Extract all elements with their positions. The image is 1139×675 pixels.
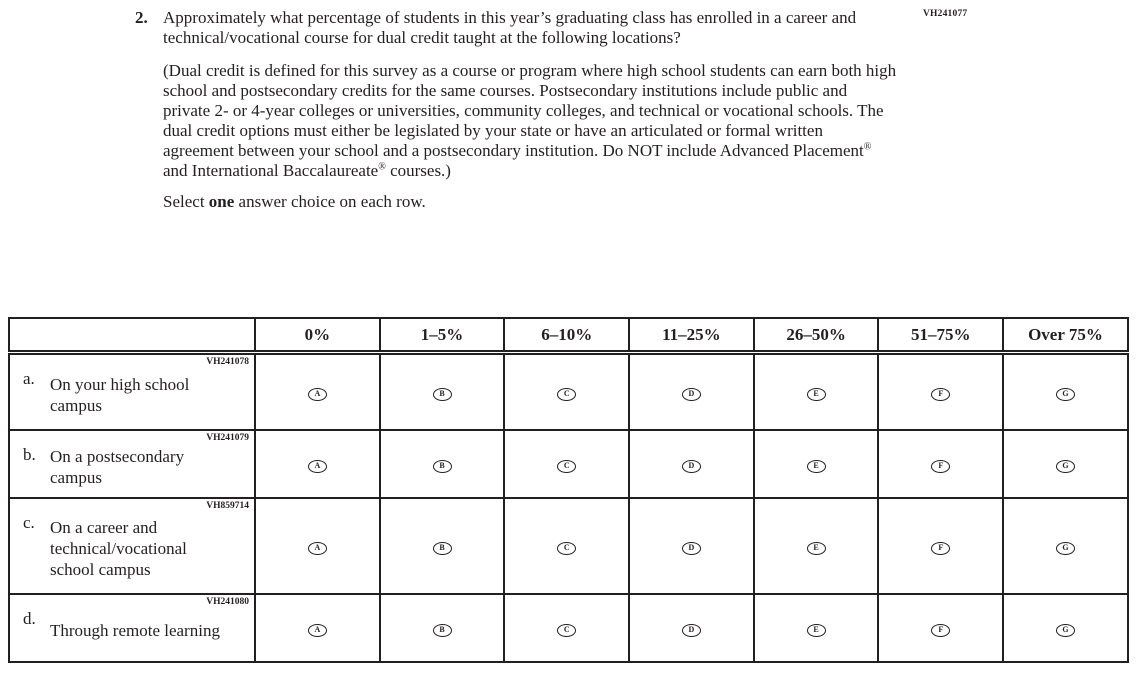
bubble-letter: B — [439, 625, 445, 634]
answer-cell[interactable] — [504, 430, 629, 498]
answer-cell[interactable] — [255, 594, 380, 662]
answer-cell[interactable] — [1003, 353, 1128, 431]
registered-trademark-symbol: ® — [378, 161, 386, 173]
answer-bubble-a-A[interactable] — [308, 388, 327, 401]
answer-bubble-d-F[interactable] — [931, 624, 950, 637]
select-instruction — [163, 192, 897, 212]
bubble-letter: F — [938, 389, 944, 398]
answer-cell[interactable] — [504, 594, 629, 662]
answer-bubble-c-F[interactable] — [931, 542, 950, 555]
answer-cell[interactable] — [629, 430, 754, 498]
bubble-letter: E — [813, 389, 819, 398]
bubble-letter: C — [563, 461, 570, 470]
bubble-letter: A — [314, 543, 321, 552]
answer-bubble-a-G[interactable] — [1056, 388, 1075, 401]
bubble-letter: C — [563, 389, 570, 398]
bubble-letter: C — [563, 543, 570, 552]
question-number: 2. — [135, 8, 148, 27]
answer-cell[interactable] — [380, 594, 505, 662]
answer-bubble-d-C[interactable] — [557, 624, 576, 637]
bubble-letter: F — [938, 461, 944, 470]
header-row — [9, 318, 1128, 353]
row-form-code: VH859714 — [206, 501, 249, 511]
row-label-cell — [9, 594, 255, 662]
column-header-0pct: 0% — [255, 318, 380, 353]
column-header-over-75pct: Over 75% — [1003, 318, 1128, 353]
answer-bubble-c-C[interactable] — [557, 542, 576, 555]
answer-cell[interactable] — [255, 430, 380, 498]
bubble-letter: D — [688, 389, 695, 398]
row-letter: d. — [23, 609, 36, 628]
column-header-26-50pct: 26–50% — [754, 318, 879, 353]
row-letter: a. — [23, 369, 35, 388]
answer-bubble-d-G[interactable] — [1056, 624, 1075, 637]
answer-cell[interactable] — [878, 430, 1003, 498]
table-row-high-school-campus — [9, 353, 1128, 431]
answer-cell[interactable] — [754, 594, 879, 662]
answer-bubble-c-G[interactable] — [1056, 542, 1075, 555]
bubble-letter: A — [314, 389, 321, 398]
row-label-cell — [9, 430, 255, 498]
dual-credit-definition — [163, 61, 897, 181]
answer-bubble-b-E[interactable] — [807, 460, 826, 473]
answer-bubble-b-A[interactable] — [308, 460, 327, 473]
select-instruction-text: Select — [163, 192, 209, 211]
question-text: Approximately what percentage of students in this year’s graduating class has enrolled in a career and technical/vocational course for dual credit taught at the following locations? — [163, 8, 857, 47]
table-row-postsecondary-campus — [9, 430, 1128, 498]
bubble-letter: D — [688, 625, 695, 634]
bubble-letter: E — [813, 625, 819, 634]
bubble-letter: G — [1062, 461, 1069, 470]
table-row-career-technical-school-campus — [9, 498, 1128, 594]
bubble-letter: B — [439, 461, 445, 470]
answer-bubble-b-G[interactable] — [1056, 460, 1075, 473]
definition-text: and International Baccalaureate — [163, 161, 379, 180]
answer-bubble-c-B[interactable] — [433, 542, 452, 555]
answer-bubble-c-D[interactable] — [682, 542, 701, 555]
answer-cell[interactable] — [754, 353, 879, 431]
question-block — [135, 8, 897, 212]
answer-bubble-d-D[interactable] — [682, 624, 701, 637]
answer-cell[interactable] — [629, 498, 754, 594]
row-label-cell — [9, 353, 255, 431]
answer-bubble-c-A[interactable] — [308, 542, 327, 555]
answer-bubble-a-C[interactable] — [557, 388, 576, 401]
answer-bubble-d-B[interactable] — [433, 624, 452, 637]
answer-cell[interactable] — [878, 353, 1003, 431]
bubble-letter: B — [439, 389, 445, 398]
answer-bubble-d-E[interactable] — [807, 624, 826, 637]
answer-cell[interactable] — [504, 353, 629, 431]
answer-bubble-a-E[interactable] — [807, 388, 826, 401]
row-label-text: Through remote learning — [50, 621, 220, 640]
column-header-11-25pct: 11–25% — [629, 318, 754, 353]
bubble-letter: G — [1062, 389, 1069, 398]
answer-cell[interactable] — [504, 498, 629, 594]
bubble-letter: E — [813, 461, 819, 470]
answer-cell[interactable] — [878, 594, 1003, 662]
answer-bubble-b-C[interactable] — [557, 460, 576, 473]
definition-text: (Dual credit is defined for this survey as a course or program where high school students can earn both high school and postsecondary credits for the same courses. Postsecondary institutions include public and private 2- or 4-year colleges or universities, community colleges, and technical or vocational schools. The dual credit options must either be legislated by your state or have an articulated or formal written agreement between your school and a postsecondary institution. Do NOT include Advanced Placement — [163, 61, 897, 160]
answer-bubble-d-A[interactable] — [308, 624, 327, 637]
definition-text: courses.) — [385, 161, 451, 180]
bubble-letter: B — [439, 543, 445, 552]
select-instruction-text: answer choice on each row. — [234, 192, 426, 211]
registered-trademark-symbol: ® — [863, 141, 872, 153]
answer-cell[interactable] — [629, 594, 754, 662]
corner-cell — [9, 318, 255, 353]
bubble-letter: E — [813, 543, 819, 552]
column-header-51-75pct: 51–75% — [878, 318, 1003, 353]
answer-cell[interactable] — [754, 430, 879, 498]
answer-bubble-c-E[interactable] — [807, 542, 826, 555]
answer-bubble-a-F[interactable] — [931, 388, 950, 401]
answer-bubble-b-D[interactable] — [682, 460, 701, 473]
row-letter: b. — [23, 445, 36, 464]
answer-cell[interactable] — [380, 430, 505, 498]
answer-bubble-a-B[interactable] — [433, 388, 452, 401]
row-form-code: VH241080 — [206, 597, 249, 607]
bubble-letter: F — [938, 543, 944, 552]
row-label-text: On your high school campus — [50, 374, 190, 415]
answer-cell[interactable] — [1003, 430, 1128, 498]
answer-cell[interactable] — [1003, 498, 1128, 594]
column-header-1-5pct: 1–5% — [380, 318, 505, 353]
answer-cell[interactable] — [754, 498, 879, 594]
answer-cell[interactable] — [255, 498, 380, 594]
answer-cell[interactable] — [380, 353, 505, 431]
answer-bubble-b-B[interactable] — [433, 460, 452, 473]
bubble-letter: A — [314, 461, 321, 470]
row-letter: c. — [23, 513, 35, 532]
row-label-cell — [9, 498, 255, 594]
bubble-letter: G — [1062, 543, 1069, 552]
response-grid — [8, 317, 1129, 663]
row-label-text: On a career and technical/vocational school campus — [50, 518, 187, 579]
bubble-letter: C — [563, 625, 570, 634]
bubble-letter: F — [938, 625, 944, 634]
question-form-code: VH241077 — [923, 9, 968, 19]
column-header-6-10pct: 6–10% — [504, 318, 629, 353]
answer-cell[interactable] — [255, 353, 380, 431]
row-form-code: VH241078 — [206, 357, 249, 367]
table-row-remote-learning — [9, 594, 1128, 662]
bubble-letter: D — [688, 461, 695, 470]
row-form-code: VH241079 — [206, 433, 249, 443]
answer-cell[interactable] — [1003, 594, 1128, 662]
bubble-letter: A — [314, 625, 321, 634]
answer-cell[interactable] — [878, 498, 1003, 594]
answer-cell[interactable] — [380, 498, 505, 594]
answer-bubble-a-D[interactable] — [682, 388, 701, 401]
row-label-text: On a postsecondary campus — [50, 446, 185, 487]
select-instruction-bold: one — [208, 192, 235, 211]
bubble-letter: D — [688, 543, 695, 552]
bubble-letter: G — [1062, 625, 1069, 634]
answer-bubble-b-F[interactable] — [931, 460, 950, 473]
answer-cell[interactable] — [629, 353, 754, 431]
